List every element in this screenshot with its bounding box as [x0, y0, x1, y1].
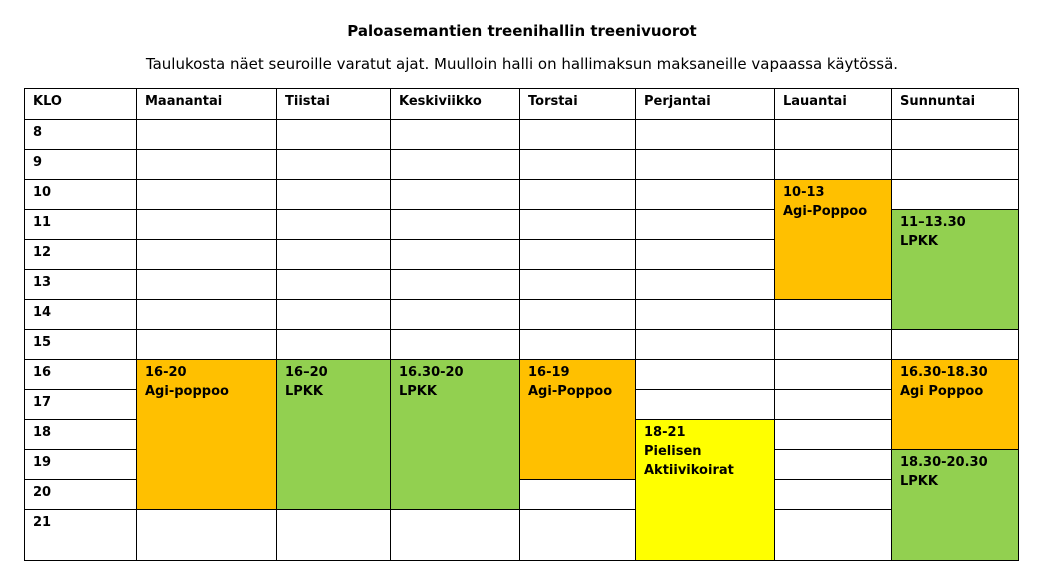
- hour-cell: 13: [25, 270, 137, 300]
- booking-saturday-agi-poppoo: [775, 180, 892, 300]
- empty-cell: [277, 510, 391, 561]
- hour-cell: 12: [25, 240, 137, 270]
- schedule-table: [24, 88, 1019, 561]
- empty-cell: [137, 510, 277, 561]
- empty-cell: [775, 300, 892, 330]
- hour-cell: 20: [25, 480, 137, 510]
- booking-wednesday-lpkk: [391, 360, 520, 510]
- empty-cell: [775, 420, 892, 450]
- empty-cell: [277, 330, 391, 360]
- booking-time: 11–13.30: [900, 215, 966, 230]
- booking-time: 16-20: [145, 365, 187, 380]
- empty-cell: [277, 270, 391, 300]
- hour-cell: 17: [25, 390, 137, 420]
- empty-cell: [520, 150, 636, 180]
- booking-club: LPKK: [900, 234, 938, 249]
- table-row: [25, 120, 1019, 150]
- booking-time: 16.30-18.30: [900, 365, 988, 380]
- booking-thursday-agi-poppoo: [520, 360, 636, 480]
- booking-club: Pielisen: [644, 444, 702, 459]
- empty-cell: [892, 180, 1019, 210]
- empty-cell: [520, 120, 636, 150]
- empty-cell: [277, 300, 391, 330]
- table-row: [25, 300, 1019, 330]
- hour-cell: 10: [25, 180, 137, 210]
- table-row: [25, 150, 1019, 180]
- empty-cell: [277, 180, 391, 210]
- table-row: [25, 330, 1019, 360]
- booking-time: 16.30-20: [399, 365, 464, 380]
- page-title: Paloasemantien treenihallin treenivuorot: [347, 22, 697, 40]
- header-row: [25, 89, 1019, 120]
- booking-sunday-agi-poppoo: [892, 360, 1019, 450]
- empty-cell: [636, 360, 775, 390]
- empty-cell: [137, 120, 277, 150]
- empty-cell: [391, 240, 520, 270]
- empty-cell: [636, 210, 775, 240]
- empty-cell: [636, 240, 775, 270]
- empty-cell: [520, 180, 636, 210]
- table-row: [25, 360, 1019, 390]
- empty-cell: [775, 510, 892, 561]
- empty-cell: [636, 330, 775, 360]
- empty-cell: [520, 300, 636, 330]
- empty-cell: [775, 330, 892, 360]
- booking-sunday-lpkk-morning: [892, 210, 1019, 330]
- empty-cell: [277, 120, 391, 150]
- empty-cell: [775, 450, 892, 480]
- empty-cell: [137, 240, 277, 270]
- booking-time: 10-13: [783, 185, 825, 200]
- hour-cell: 8: [25, 120, 137, 150]
- empty-cell: [391, 150, 520, 180]
- empty-cell: [391, 510, 520, 561]
- booking-club: Agi-poppoo: [145, 384, 229, 399]
- empty-cell: [636, 150, 775, 180]
- table-row: [25, 180, 1019, 210]
- empty-cell: [137, 330, 277, 360]
- hour-cell: 15: [25, 330, 137, 360]
- booking-club: Agi Poppoo: [900, 384, 984, 399]
- empty-cell: [277, 210, 391, 240]
- header-cell-lauantai: Lauantai: [775, 89, 892, 120]
- booking-tuesday-lpkk: [277, 360, 391, 510]
- empty-cell: [775, 480, 892, 510]
- booking-club: Agi-Poppoo: [528, 384, 613, 399]
- empty-cell: [391, 300, 520, 330]
- empty-cell: [636, 180, 775, 210]
- empty-cell: [391, 270, 520, 300]
- booking-time: 16–20: [285, 365, 328, 380]
- empty-cell: [137, 150, 277, 180]
- empty-cell: [775, 390, 892, 420]
- empty-cell: [277, 150, 391, 180]
- header-cell-sunnuntai: Sunnuntai: [892, 89, 1019, 120]
- booking-club: LPKK: [900, 474, 938, 489]
- hour-cell: 9: [25, 150, 137, 180]
- header-cell-keskiviikko: Keskiviikko: [391, 89, 520, 120]
- empty-cell: [892, 330, 1019, 360]
- empty-cell: [892, 150, 1019, 180]
- booking-club: LPKK: [399, 384, 437, 399]
- header-cell-klo: KLO: [25, 89, 137, 120]
- hour-cell: 14: [25, 300, 137, 330]
- empty-cell: [137, 270, 277, 300]
- booking-club: Agi-Poppoo: [783, 204, 868, 219]
- empty-cell: [391, 120, 520, 150]
- empty-cell: [636, 390, 775, 420]
- empty-cell: [636, 270, 775, 300]
- empty-cell: [137, 180, 277, 210]
- booking-time: 18.30-20.30: [900, 455, 988, 470]
- empty-cell: [520, 240, 636, 270]
- booking-sunday-lpkk-evening: [892, 450, 1019, 561]
- hour-cell: 11: [25, 210, 137, 240]
- booking-club: LPKK: [285, 384, 323, 399]
- empty-cell: [636, 300, 775, 330]
- empty-cell: [391, 330, 520, 360]
- booking-friday-pielisen-aktiivikoirat: [636, 420, 775, 561]
- booking-monday-agi-poppoo: [137, 360, 277, 510]
- empty-cell: [520, 270, 636, 300]
- empty-cell: [636, 120, 775, 150]
- hour-cell: 16: [25, 360, 137, 390]
- empty-cell: [137, 300, 277, 330]
- empty-cell: [520, 330, 636, 360]
- booking-club-line2: Aktiivikoirat: [644, 463, 734, 478]
- booking-time: 18-21: [644, 425, 686, 440]
- empty-cell: [391, 180, 520, 210]
- empty-cell: [391, 210, 520, 240]
- empty-cell: [775, 120, 892, 150]
- empty-cell: [775, 150, 892, 180]
- hour-cell: 18: [25, 420, 137, 450]
- header-cell-tiistai: Tiistai: [277, 89, 391, 120]
- empty-cell: [277, 240, 391, 270]
- header-cell-perjantai: Perjantai: [636, 89, 775, 120]
- empty-cell: [520, 480, 636, 510]
- table-row: [25, 510, 1019, 561]
- page-subtitle: Taulukosta näet seuroille varatut ajat. Muulloin halli on hallimaksun maksaneille vapaassa käytössä.: [145, 55, 899, 73]
- booking-time: 16-19: [528, 365, 570, 380]
- hour-cell: 19: [25, 450, 137, 480]
- empty-cell: [520, 510, 636, 561]
- hour-cell: 21: [25, 510, 137, 561]
- empty-cell: [775, 360, 892, 390]
- empty-cell: [520, 210, 636, 240]
- header-cell-torstai: Torstai: [520, 89, 636, 120]
- empty-cell: [137, 210, 277, 240]
- empty-cell: [892, 120, 1019, 150]
- header-cell-maanantai: Maanantai: [137, 89, 277, 120]
